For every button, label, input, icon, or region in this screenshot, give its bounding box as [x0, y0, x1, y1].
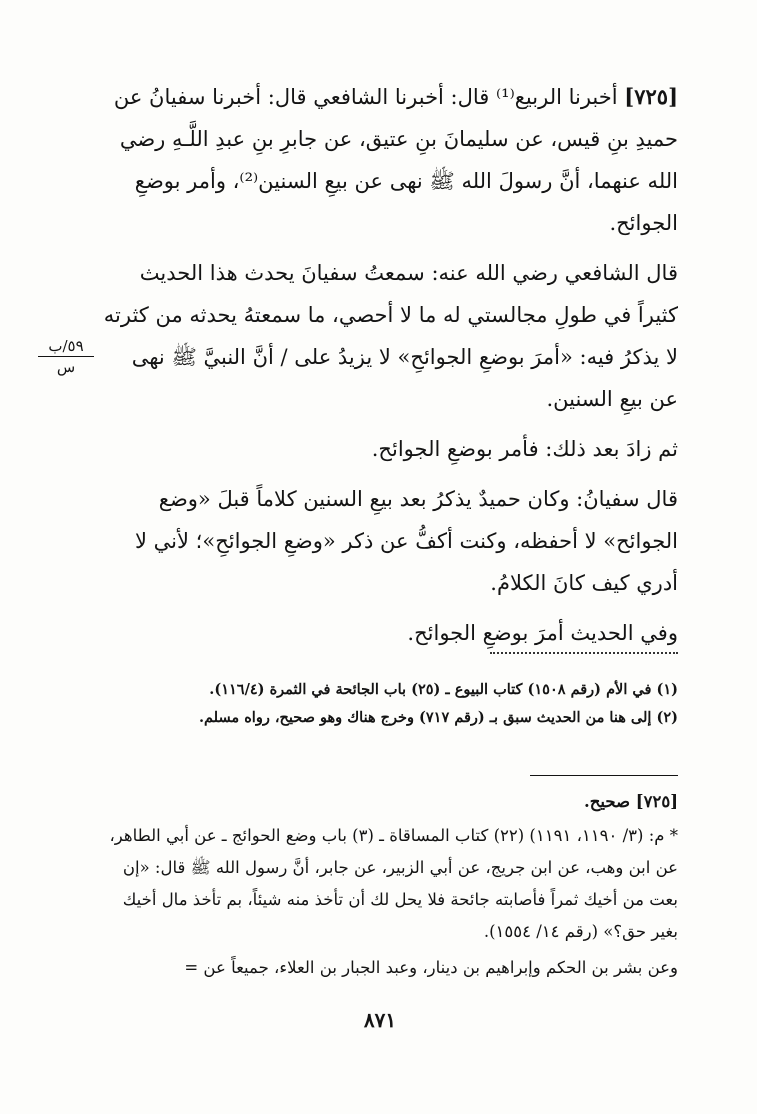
footnote-separator [490, 652, 678, 656]
footnotes [150, 676, 678, 732]
takhrij-continuation: وعن بشر بن الحكم وإبراهيم بن دينار، وعبد الجبار بن العلاء، جميعاً عن = [184, 958, 678, 977]
hadith-paragraph-4: قال سفيانُ: وكان حميدٌ يذكرُ بعد بيعِ السنين كلاماً قبلَ «وضع الجوائح» لا أحفظه، وكنت أكفُّ عن ذكر «وضعِ الجوائحِ»؛ لأني لا أدري كيف كانَ الكلامُ. [135, 487, 678, 595]
hadith-number: [٧٢٥] [624, 84, 678, 109]
hadith-paragraph-3: ثم زادَ بعد ذلك: فأمر بوضعِ الجوائح. [371, 437, 678, 461]
folio-number: ٥٩/ب [38, 338, 94, 357]
footnote-2: (٢) إلى هنا من الحديث سبق بـ (رقم ٧١٧) وخرج هناك وهو صحيح، رواه مسلم. [198, 709, 678, 726]
takhrij-verdict: [٧٢٥] صحيح. [584, 792, 678, 811]
hadith-paragraph-2: قال الشافعي رضي الله عنه: سمعتُ سفيانَ يحدث هذا الحديث كثيراً في طولِ مجالستي له ما لا أحصي، ما سمعتهُ يحدثه من كثرته لا يذكرُ فيه: «أمرَ بوضعِ الجوائحِ» لا يزيدُ على / أنَّ النبيَّ ﷺ نهى عن بيعِ السنين. [103, 261, 678, 411]
takhrij-entry: * م: (٣/ ١١٩٠، ١١٩١) (٢٢) كتاب المساقاة ـ (٣) باب وضع الحوائج ـ عن أبي الطاهر، عن ابن وهب، عن ابن جريج، عن أبي الزبير، عن جابر، أنَّ رسول الله ﷺ قال: «إن بعت من أخيك ثمراً فأصابته جائحة فلا يحل لك أن تأخذ منه شيئاً، بم تأخذ مال أخيك بغير حق؟» (رقم ١٤/ ١٥٥٤). [109, 826, 678, 941]
takhrij-divider [530, 775, 678, 776]
hadith-text [100, 76, 678, 654]
hadith-paragraph-5: وفي الحديث أمرَ بوضعِ الجوائح. [407, 621, 678, 645]
footnote-1: (١) في الأم (رقم ١٥٠٨) كتاب البيوع ـ (٢٥) باب الجائحة في الثمرة (١١٦/٤). [209, 681, 678, 698]
hadith-paragraph-1 [100, 76, 678, 244]
page-number: ٨٧١ [363, 1008, 397, 1032]
manuscript-siglum: س [56, 358, 76, 376]
hadith-isnad-text: أخبرنا الربيع⁽¹⁾ قال: أخبرنا الشافعي قال: أخبرنا سفيانُ عن حميدِ بنِ قيس، عن سليمانَ بنِ عتيق، عن جابرِ بنِ عبدِ اللَّـهِ رضي الله عنهما، أنَّ رسولَ الله ﷺ نهى عن بيعِ السنين⁽²⁾، وأمر بوضعِ الجوائح. [113, 85, 678, 235]
manuscript-folio-marker [38, 338, 94, 375]
takhrij-section [100, 786, 678, 984]
